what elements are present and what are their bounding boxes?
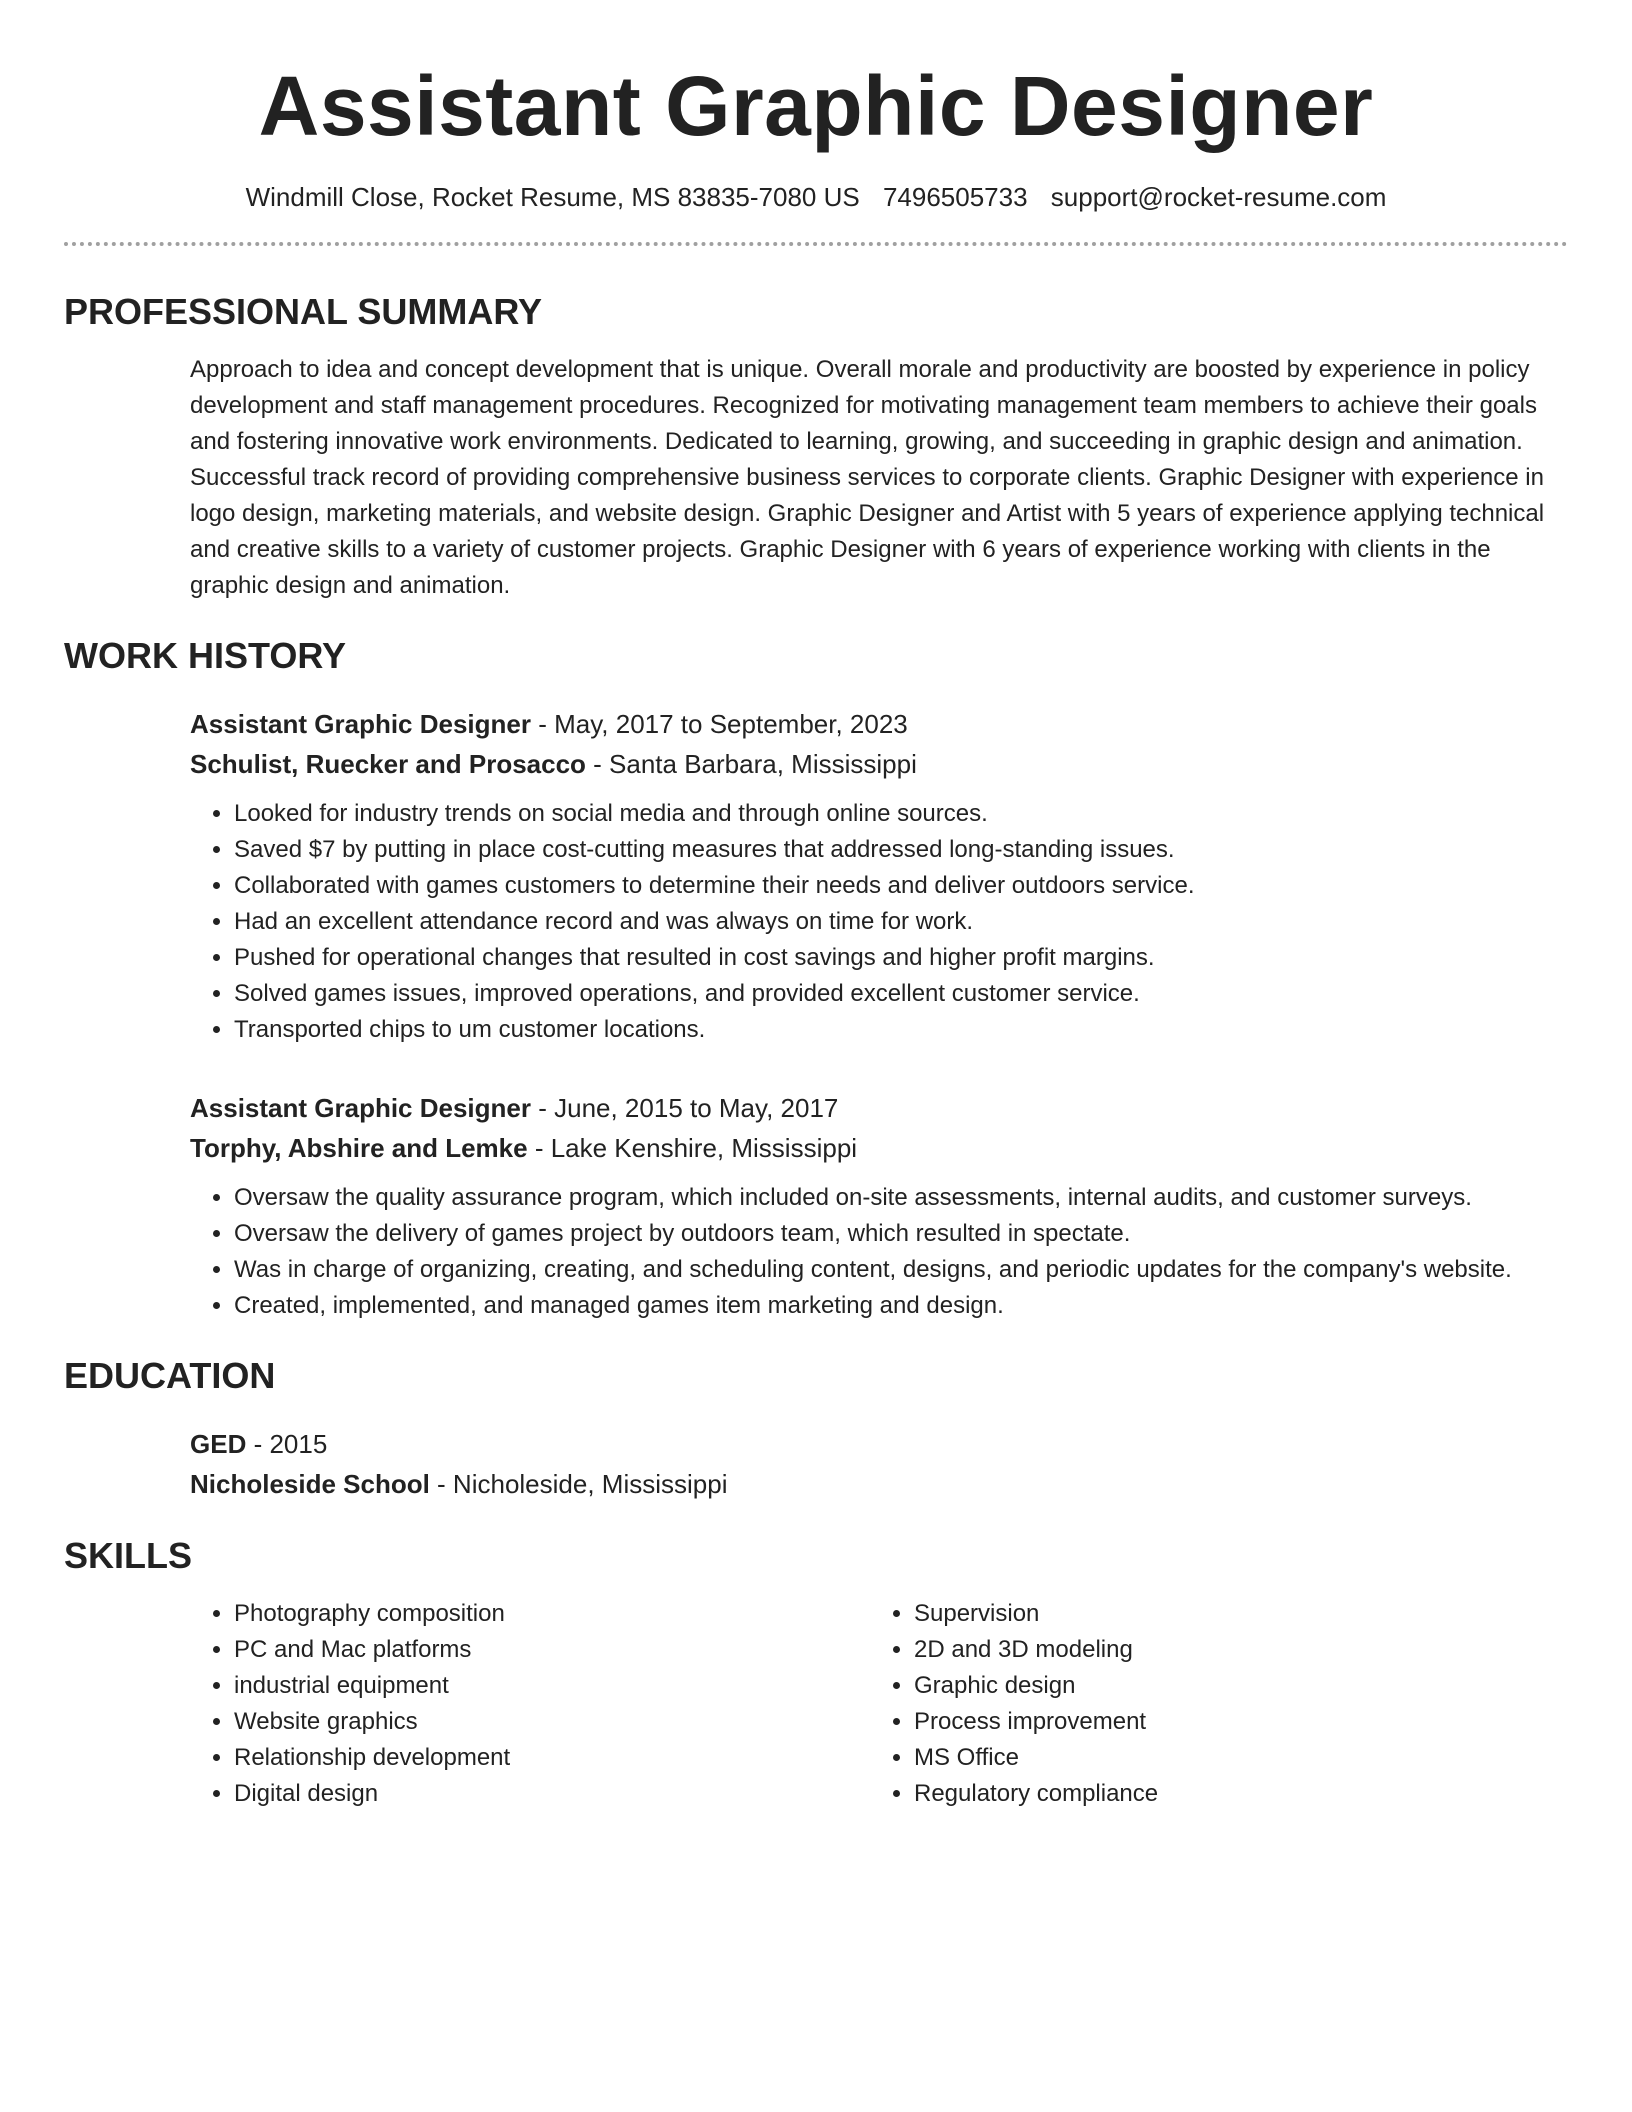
skill-item: • Website graphics	[234, 1704, 870, 1740]
list-item: • Created, implemented, and managed games item marketing and design.	[234, 1288, 1568, 1324]
education-degree-line	[190, 1424, 1568, 1464]
summary-text: Approach to idea and concept development that is unique. Overall morale and productivity are boosted by experience in policy development and staff management procedures. Recognized for motivating management team members to achieve their goals and fostering innovative work environments. Dedicated to learning, growing, and succeeding in graphic design and animation. Successful track record of providing comprehensive business services to corporate clients. Graphic Designer with experience in logo design, marketing materials, and website design. Graphic Designer and Artist with 5 years of experience applying technical and creative skills to a variety of customer projects. Graphic Designer with 6 years of experience working with clients in the graphic design and animation.	[190, 356, 1545, 599]
job-dates: - June, 2015 to May, 2017	[531, 1093, 839, 1123]
skills-list-right	[870, 1596, 1158, 1812]
list-item: • Had an excellent attendance record and was always on time for work.	[234, 904, 1568, 940]
job-dates: - May, 2017 to September, 2023	[531, 709, 908, 739]
section-title-work: WORK HISTORY	[64, 635, 347, 676]
skill-item: • 2D and 3D modeling	[914, 1632, 1158, 1668]
job-entry	[190, 1088, 1568, 1324]
job-role: Assistant Graphic Designer	[190, 709, 531, 739]
education-year: - 2015	[246, 1429, 328, 1459]
contact-line	[64, 180, 1568, 214]
skills-section	[190, 1596, 1568, 1812]
skill-item: • Process improvement	[914, 1704, 1158, 1740]
list-item: • Collaborated with games customers to determine their needs and deliver outdoors service.	[234, 868, 1568, 904]
job-company-line	[190, 744, 1568, 784]
job-company: Torphy, Abshire and Lemke	[190, 1133, 528, 1163]
list-item: • Looked for industry trends on social media and through online sources.	[234, 796, 1568, 832]
education-school-line	[190, 1464, 1568, 1504]
skill-item: • Graphic design	[914, 1668, 1158, 1704]
list-item: • Pushed for operational changes that resulted in cost savings and higher profit margins.	[234, 940, 1568, 976]
job-title-line	[190, 1088, 1568, 1128]
job-location: - Santa Barbara, Mississippi	[585, 749, 917, 779]
work-section	[190, 704, 1568, 1324]
job-bullets	[190, 1180, 1568, 1324]
education-location: - Nicholeside, Mississippi	[429, 1469, 728, 1499]
section-title-summary: PROFESSIONAL SUMMARY	[64, 291, 543, 332]
list-item: • Transported chips to um customer locations.	[234, 1012, 1568, 1048]
list-item: • Oversaw the delivery of games project by outdoors team, which resulted in spectate.	[234, 1216, 1568, 1252]
contact-address: Windmill Close, Rocket Resume, MS 83835-7080 US	[245, 182, 860, 212]
job-entry	[190, 704, 1568, 1048]
skill-item: • Regulatory compliance	[914, 1776, 1158, 1812]
skill-item: • Relationship development	[234, 1740, 870, 1776]
skill-item: • industrial equipment	[234, 1668, 870, 1704]
skill-item: • MS Office	[914, 1740, 1158, 1776]
education-degree: GED	[190, 1429, 247, 1459]
skills-list-left	[190, 1596, 870, 1812]
contact-phone: 7496505733	[882, 182, 1028, 212]
skill-item: • Digital design	[234, 1776, 870, 1812]
job-location: - Lake Kenshire, Mississippi	[527, 1133, 858, 1163]
resume-name: Assistant Graphic Designer	[258, 59, 1374, 153]
list-item: • Saved $7 by putting in place cost-cutting measures that addressed long-standing issues.	[234, 832, 1568, 868]
contact-email: support@rocket-resume.com	[1050, 182, 1387, 212]
list-item: • Solved games issues, improved operations, and provided excellent customer service.	[234, 976, 1568, 1012]
education-school: Nicholeside School	[190, 1469, 430, 1499]
skill-item: • Photography composition	[234, 1596, 870, 1632]
job-bullets	[190, 796, 1568, 1048]
skill-item: • Supervision	[914, 1596, 1158, 1632]
section-title-education: EDUCATION	[64, 1355, 276, 1396]
list-item: • Was in charge of organizing, creating, and scheduling content, designs, and periodic updates for the company's website.	[234, 1252, 1568, 1288]
job-role: Assistant Graphic Designer	[190, 1093, 531, 1123]
header-divider	[64, 242, 1568, 246]
summary-section	[190, 352, 1568, 604]
job-company-line	[190, 1128, 1568, 1168]
job-company: Schulist, Ruecker and Prosacco	[190, 749, 586, 779]
skill-item: • PC and Mac platforms	[234, 1632, 870, 1668]
section-title-skills: SKILLS	[64, 1535, 193, 1576]
education-section	[190, 1424, 1568, 1504]
list-item: • Oversaw the quality assurance program, which included on-site assessments, internal audits, and customer surveys.	[234, 1180, 1568, 1216]
job-title-line	[190, 704, 1568, 744]
